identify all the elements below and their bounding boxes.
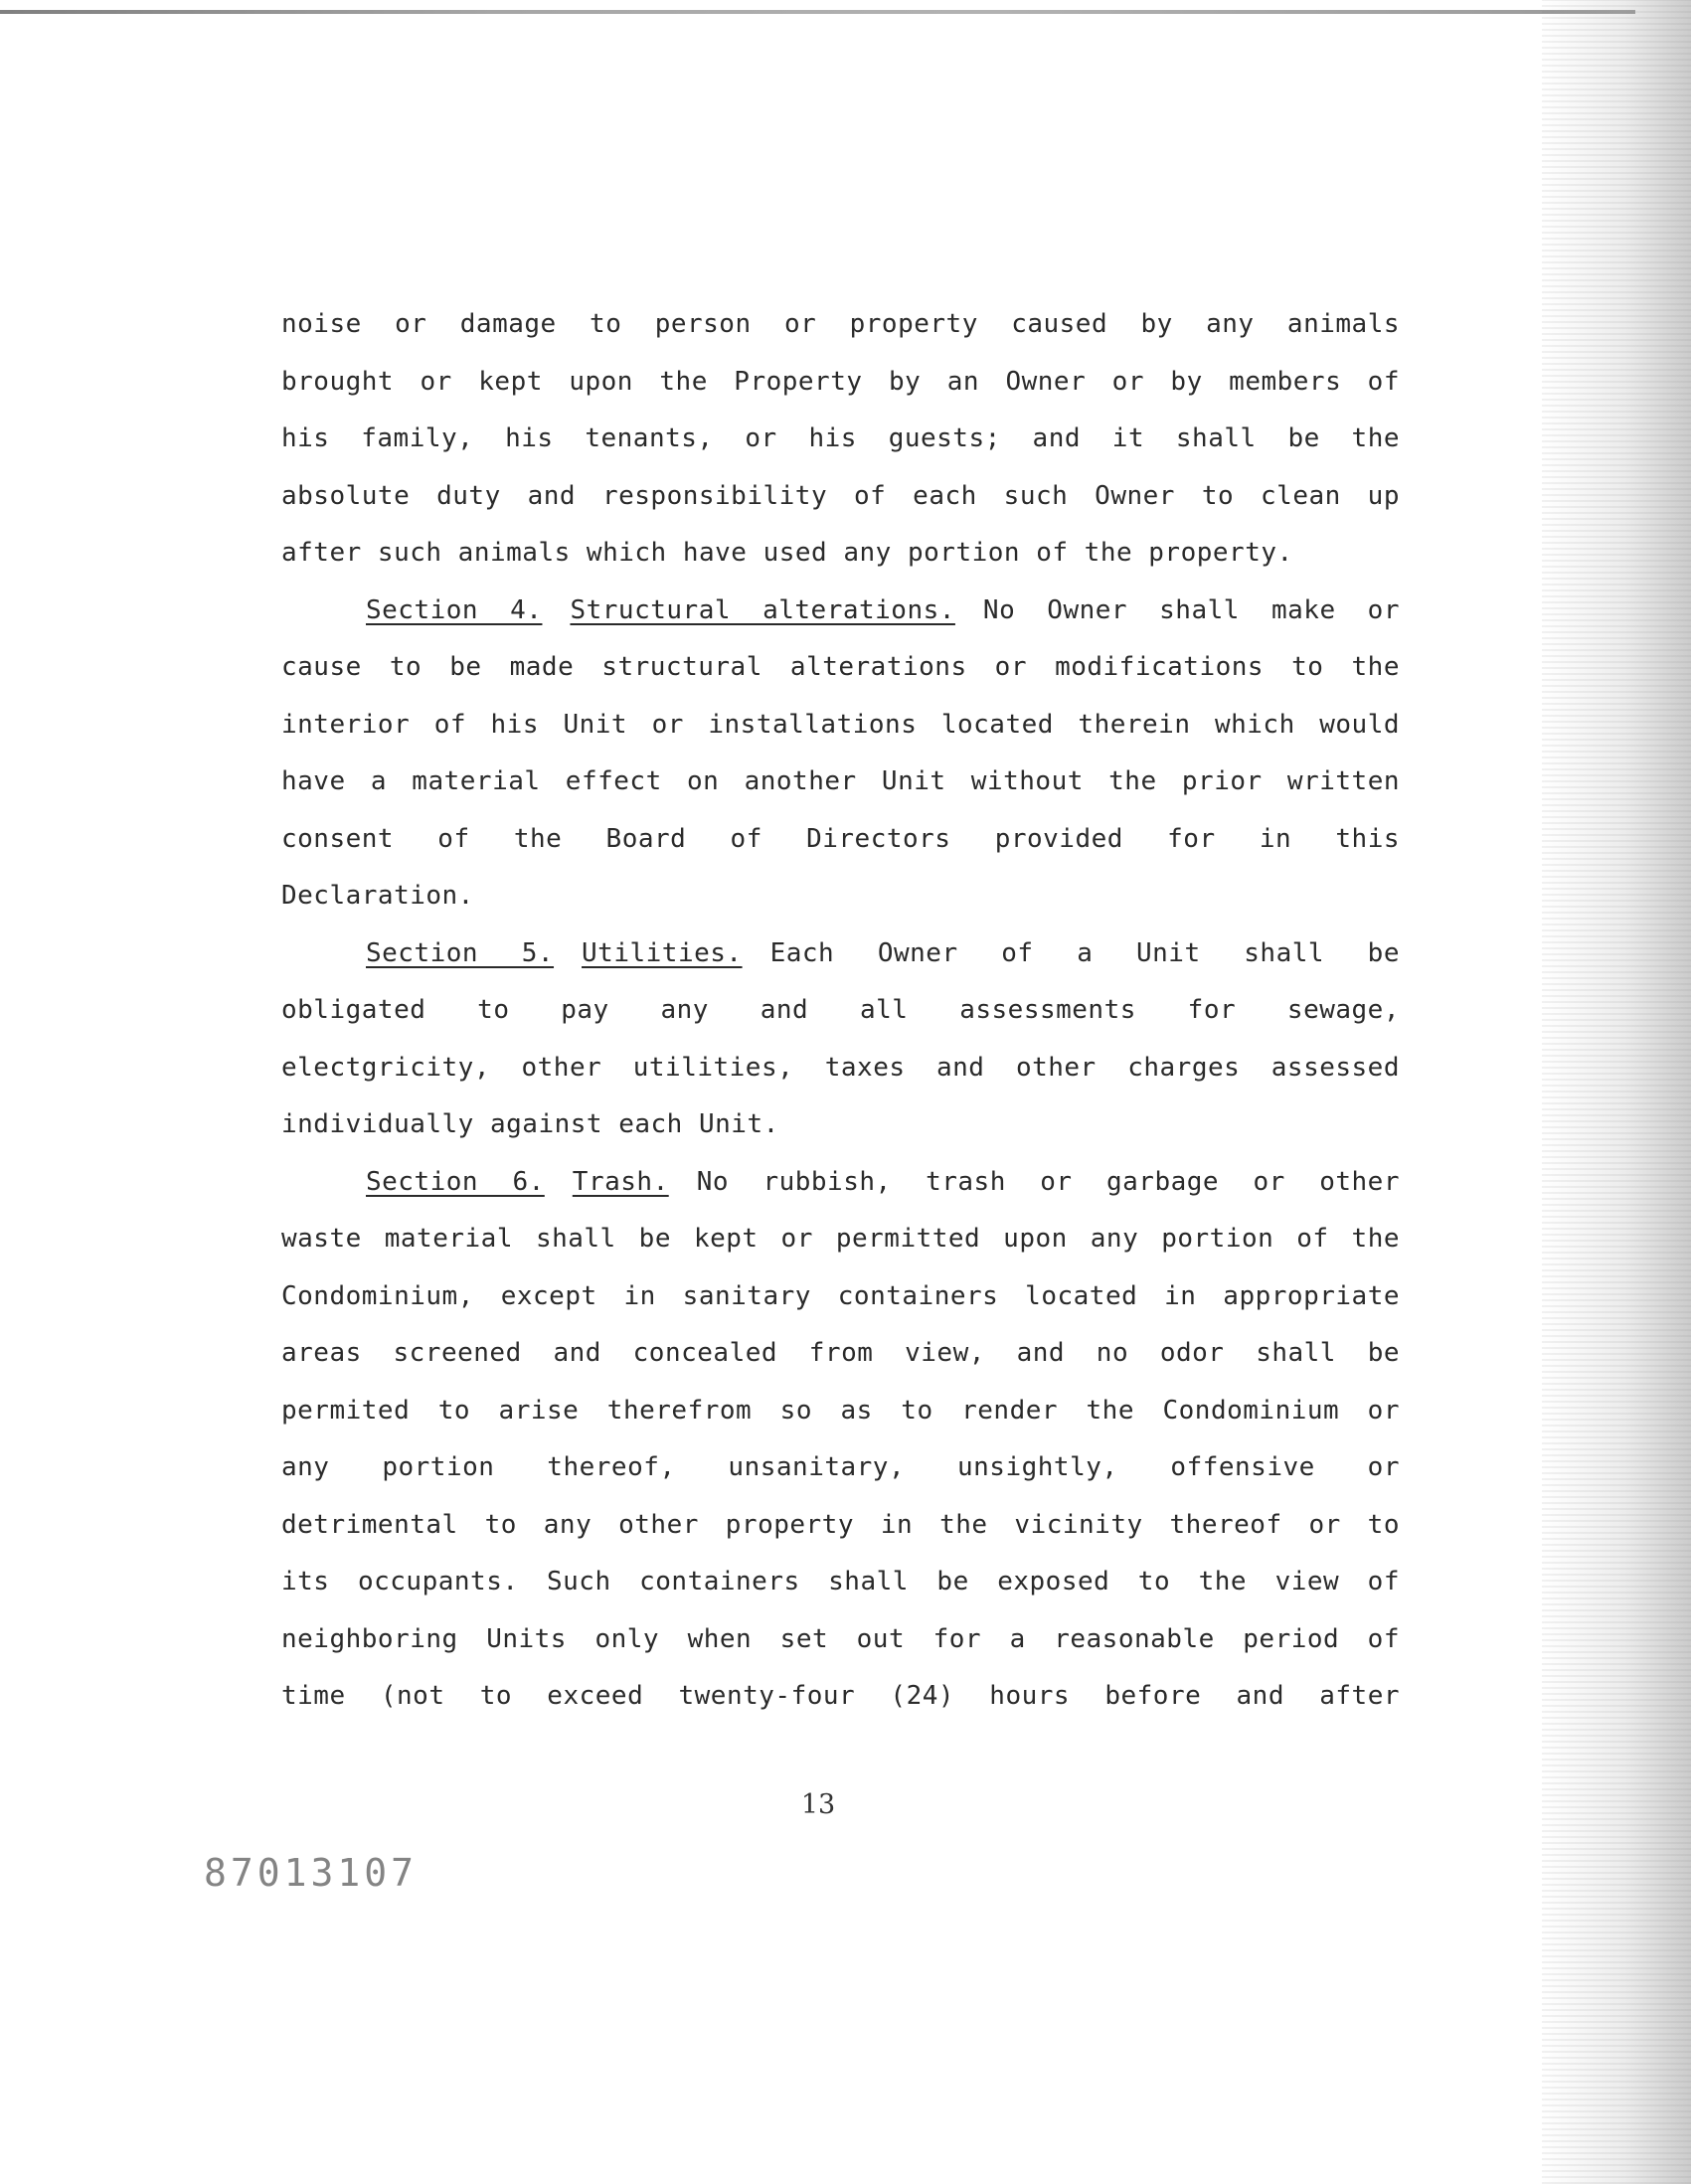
section-number: Section 5. [366,937,555,968]
text-line: areas screened and concealed from view, and no odor shall be [281,1338,1400,1368]
document-id-stamp: 87013107 [204,1851,419,1895]
text-line: have a material effect on another Unit without the prior written [281,766,1400,796]
text-line: waste material shall be kept or permitted upon any portion of the [281,1224,1400,1254]
section-heading-line [281,1154,1400,1212]
section-title: Utilities. [582,937,743,968]
text-line: permited to arise therefrom so as to render the Condominium or [281,1395,1400,1426]
text-line: individually against each Unit. [281,1109,779,1139]
text-line: brought or kept upon the Property by an Owner or by members of [281,366,1400,397]
text-line: detrimental to any other property in the vicinity thereof or to [281,1509,1400,1540]
paragraph-animals-continued [281,296,1400,583]
section-title: Trash. [572,1166,669,1197]
text-line: absolute duty and responsibility of each such Owner to clean up [281,480,1400,511]
paragraph-section-6 [281,1154,1400,1726]
text-line: any portion thereof, unsanitary, unsightly, offensive or [281,1452,1400,1482]
section-heading-line [281,925,1400,983]
section-heading-line [281,583,1400,640]
page-number: 13 [800,1789,836,1820]
text-line: interior of his Unit or installations located therein which would [281,709,1400,740]
text-line: time (not to exceed twenty-four (24) hours before and after [281,1681,1400,1711]
paragraph-section-4 [281,583,1400,925]
text-line: after such animals which have used any portion of the property. [281,538,1293,568]
text-line: obligated to pay any and all assessments for sewage, [281,995,1400,1025]
text-line: his family, his tenants, or his guests; and it shall be the [281,423,1400,453]
text-line: Condominium, except in sanitary containers located in appropriate [281,1280,1400,1311]
scan-shadow [1542,0,1691,2184]
document-body [281,296,1400,1726]
text-line: neighboring Units only when set out for a reasonable period of [281,1623,1400,1654]
section-first-line-text: No rubbish, trash or garbage or other [696,1166,1400,1197]
text-line: noise or damage to person or property caused by any animals [281,309,1400,339]
text-line: electgricity, other utilities, taxes and other charges assessed [281,1052,1400,1083]
section-title: Structural alterations. [570,594,955,625]
text-line: its occupants. Such containers shall be exposed to the view of [281,1567,1400,1596]
section-first-line-text: No Owner shall make or [982,594,1400,625]
section-first-line-text: Each Owner of a Unit shall be [769,937,1400,968]
section-number: Section 6. [366,1166,545,1197]
section-number: Section 4. [366,594,543,625]
paragraph-section-5 [281,925,1400,1154]
scan-top-edge [0,10,1635,14]
text-line: Declaration. [281,881,474,911]
text-line: cause to be made structural alterations or modifications to the [281,652,1400,682]
text-line: consent of the Board of Directors provided for in this [281,823,1400,854]
